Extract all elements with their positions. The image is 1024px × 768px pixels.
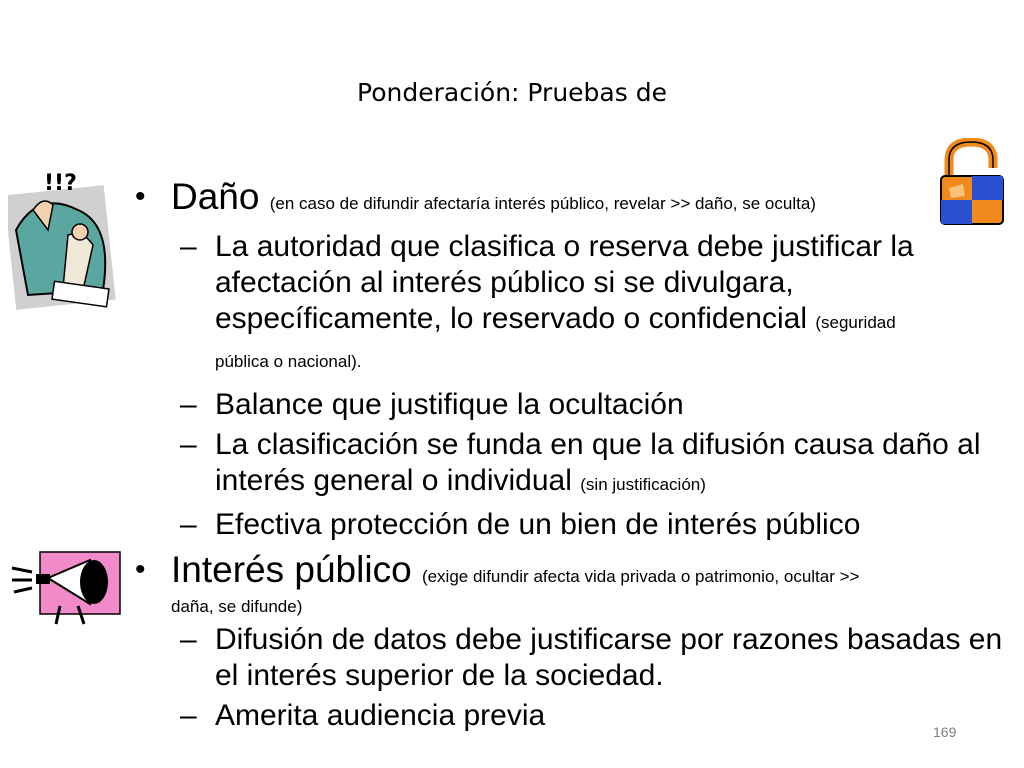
bullet-head: Daño: [171, 176, 260, 217]
bullet-head: Interés público: [171, 549, 412, 590]
bullet-dano: [135, 176, 1015, 225]
sub-bullet-text: Difusión de datos debe justificarse por razones basadas en el interés superior de la sociedad.: [215, 623, 1003, 692]
sub-bullet: [135, 622, 1015, 694]
sub-bullet-note: (seguridad: [815, 313, 896, 332]
bullet-note: (en caso de difundir afectaría interés público, revelar >> daño, se oculta): [269, 194, 816, 213]
dash-marker: –: [180, 388, 197, 421]
page-number: 169: [933, 724, 957, 740]
sub-bullet-text: La clasificación se funda en que la difusión causa daño al interés general o individual: [215, 428, 981, 497]
bullet-note-cont: daña, se difunde): [171, 597, 303, 616]
shocked-person-clipart-icon: [8, 170, 133, 320]
dash-marker: –: [180, 230, 197, 263]
dash-marker: –: [180, 428, 197, 461]
dash-marker: –: [180, 623, 197, 656]
bullet-note: (exige difundir afecta vida privada o patrimonio, ocultar >>: [421, 567, 860, 586]
sub-bullet: [135, 387, 1015, 423]
sub-bullet-text: Amerita audiencia previa: [215, 699, 546, 732]
dash-marker: –: [180, 699, 197, 732]
sub-bullet: [135, 507, 1015, 543]
dash-marker: –: [180, 508, 197, 541]
sub-bullet-note: (sin justificación): [580, 475, 706, 494]
sub-bullet-text: Balance que justifique la ocultación: [215, 388, 684, 421]
sub-bullet: [135, 427, 1015, 503]
sub-bullet-text: La autoridad que clasifica o reserva debe justificar la afectación al interés público si se divulgara, específicamente, lo reservado o confidencial: [215, 230, 914, 335]
sub-bullet-note-cont: pública o nacional).: [215, 352, 362, 371]
sub-bullet: [135, 229, 1015, 383]
bullet-dot: •: [135, 180, 146, 213]
sub-bullet: [135, 698, 1015, 734]
bullet-interes-publico: [135, 549, 1015, 618]
sub-bullet-text: Efectiva protección de un bien de interés público: [215, 508, 861, 541]
svg-text:!!?: !!?: [44, 171, 77, 196]
megaphone-clipart-icon: [10, 548, 130, 628]
slide-title: Ponderación: Pruebas de: [357, 78, 667, 107]
slide-content: [135, 176, 1015, 738]
bullet-dot: •: [135, 553, 146, 586]
